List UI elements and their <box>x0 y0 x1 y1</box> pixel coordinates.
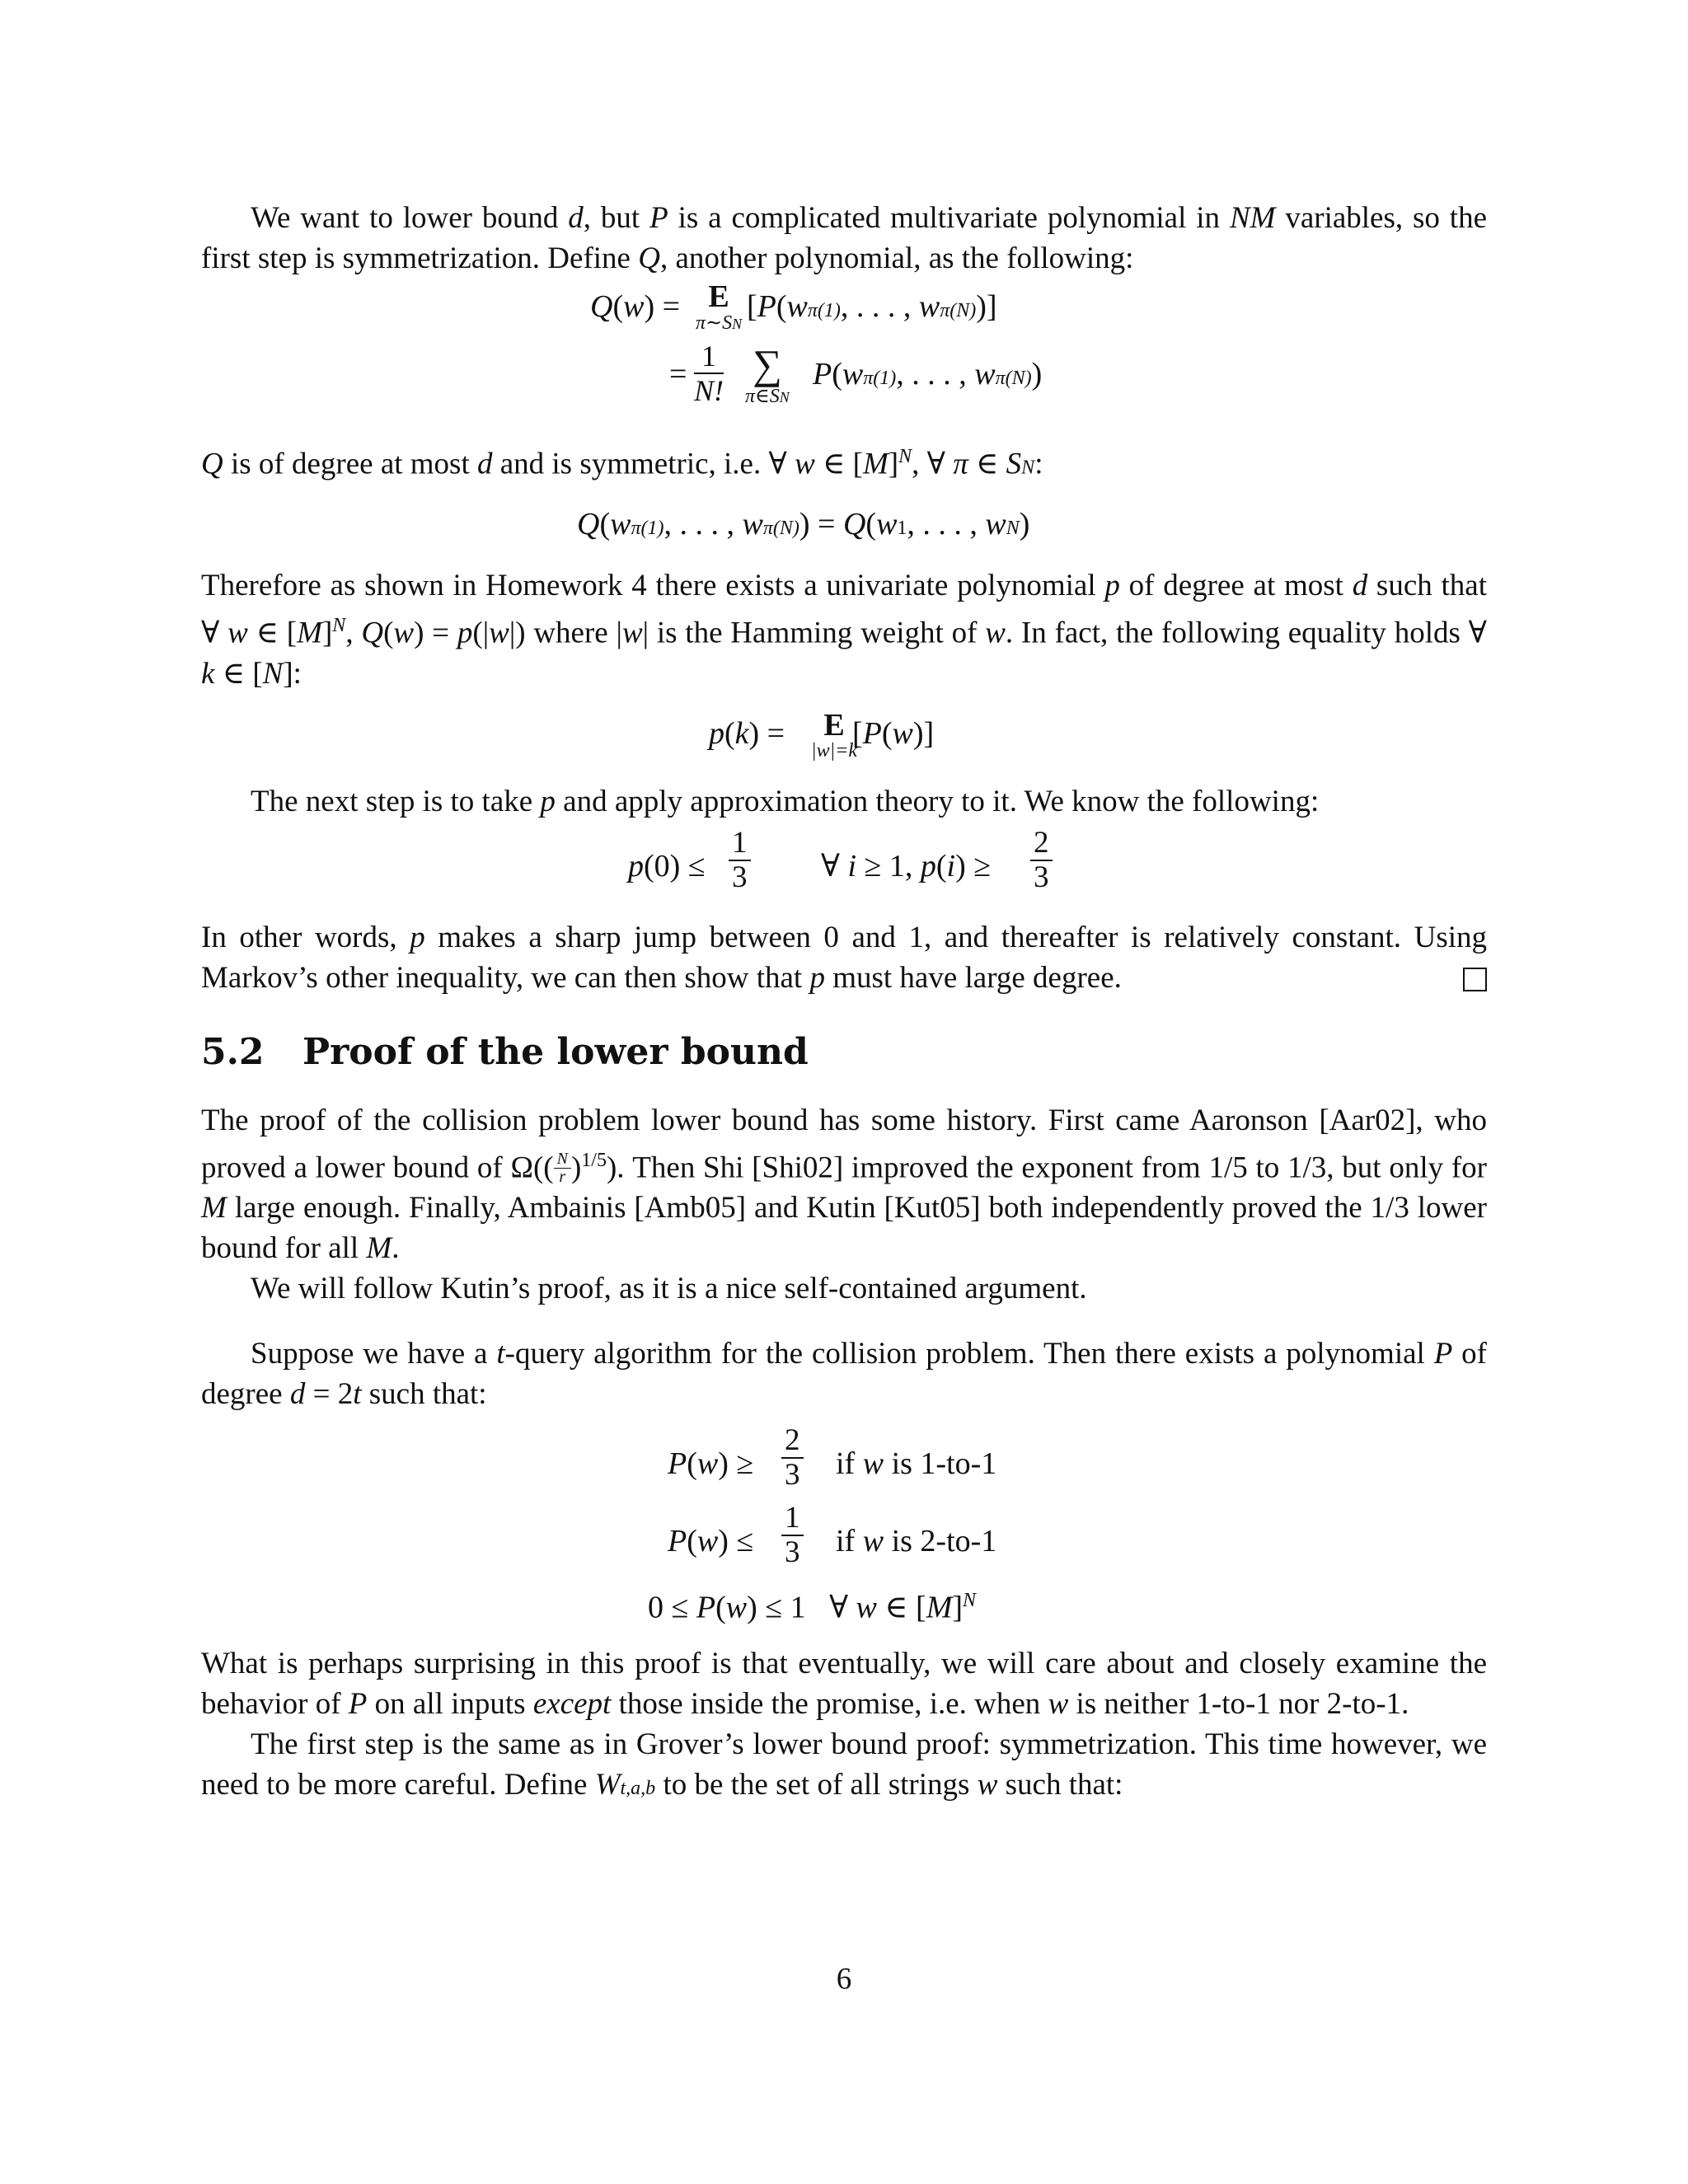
paragraph-history: The proof of the collision problem lower bound has some history. First came Aaronson [Aar02], who proved a lower bound of Ω(( $\frac{N}{r}$ )$^{1/5}$). Then Shi [Shi02] improved the exponent from 1/5 to 1/3, but only for M large enough. Finally, Ambainis [Amb05] and Kutin [Kut05] both independently proved the 1/3 lower bound for all M. <box>201 1103 1488 1265</box>
paragraph-q-symmetric: Q is of degree at most d and is symmetric, i.e. ∀ w ∈ $[M]^N$, ∀ π ∈ SN: <box>201 446 1043 481</box>
equation-p-of-k: p(k) = E |w|=k [P(w)] <box>709 707 935 762</box>
expectation-operator: E <box>708 279 729 314</box>
expectation-operator-2: E <box>823 707 845 743</box>
eq-q-sum-rhs: P(wπ(1), . . . , wπ(N)) <box>813 357 1043 391</box>
expectation-subscript: π∼SN <box>696 312 743 334</box>
equation-jump-inequalities: p(0) ≤ $\frac{1}{3}$ ∀ i ≥ 1, p(i) ≥ $\frac{2}{3}$ <box>201 822 1487 914</box>
paragraph-surprising: What is perhaps surprising in this proof is that eventually, we will care about and closely examine the behavior of P on all inputs except those inside the promise, i.e. when w is neither 1-to-1 nor 2-to-1. <box>201 1646 1487 1721</box>
fraction-one-third: $\frac{1}{3}$ <box>729 827 751 894</box>
paragraph-univariate: Therefore as shown in Homework 4 there exists a univariate polynomial p of degree at most d such that ∀ w ∈ $[M]^N$, Q(w) = p(|w|) where |w| is the Hamming weight of w. In fact, the following equality holds ∀ k ∈ [N]: <box>201 569 1488 691</box>
equation-symmetry: Q(wπ(1), . . . , wπ(N)) = Q(w1, . . . , wN) <box>577 507 1030 542</box>
summation-sign: ∑ π∈SN <box>745 341 790 407</box>
equation-polynomial-conditions: P(w) ≥ $\frac{2}{3}$ if w is 1-to-1 P(w) ≤ $\frac{1}{3}$ if w is 2-to-1 0 ≤ P(w) ≤ 1 ∀ w ∈ $[M]^N$ <box>648 1422 997 1625</box>
section-heading <box>201 1029 1487 1076</box>
paragraph-symmetrization-intro: We want to lower bound d, but P is a complicated multivariate polynomial in NM variables, so the first step is symmetrization. Define Q, another polynomial, as the following: <box>201 201 1488 275</box>
section-title: Proof of the lower bound <box>302 1030 809 1073</box>
eq-q-lhs: Q <box>590 289 613 324</box>
page-number: 6 <box>836 1962 852 1996</box>
paragraph-grover: The first step is the same as in Grover’s lower bound proof: symmetrization. This time however, we need to be more careful. Define Wt,a,b to be the set of all strings w such that: <box>201 1727 1487 1802</box>
paragraph-approximation: The next step is to take p and apply approximation theory to it. We know the following: <box>251 784 1320 818</box>
equation-q-definition: Q(w) = E π∼SN [P(wπ(1), . . . , wπ(N))] = $\frac{1}{N!}$ ∑ π∈SN P(wπ(1), . . . , wπ(N)) <box>590 279 1043 407</box>
paper-page <box>201 198 1487 1809</box>
fraction-one-third-cond: $\frac{1}{3}$ <box>781 1502 804 1569</box>
fraction-two-thirds-cond: $\frac{2}{3}$ <box>781 1424 804 1492</box>
fraction-one-over-n-factorial: $\frac{1}{N!}$ <box>694 340 724 407</box>
paragraph-sharp-jump: In other words, p makes a sharp jump between 0 and 1, and thereafter is relatively constant. Using Markov’s other inequality, we can then show that p must have large degree. <box>201 920 1487 995</box>
qed-symbol <box>1463 968 1487 991</box>
eq-q-rhs: [P(wπ(1), . . . , wπ(N))] <box>747 289 997 324</box>
paragraph-kutin: We will follow Kutin’s proof, as it is a nice self-contained argument. <box>251 1271 1087 1305</box>
fraction-two-thirds: $\frac{2}{3}$ <box>1030 827 1053 894</box>
section-number: 5.2 <box>201 1030 265 1073</box>
paragraph-t-query: Suppose we have a t-query algorithm for the collision problem. Then there exists a polynomial P of degree d = 2t such that: <box>201 1336 1488 1411</box>
